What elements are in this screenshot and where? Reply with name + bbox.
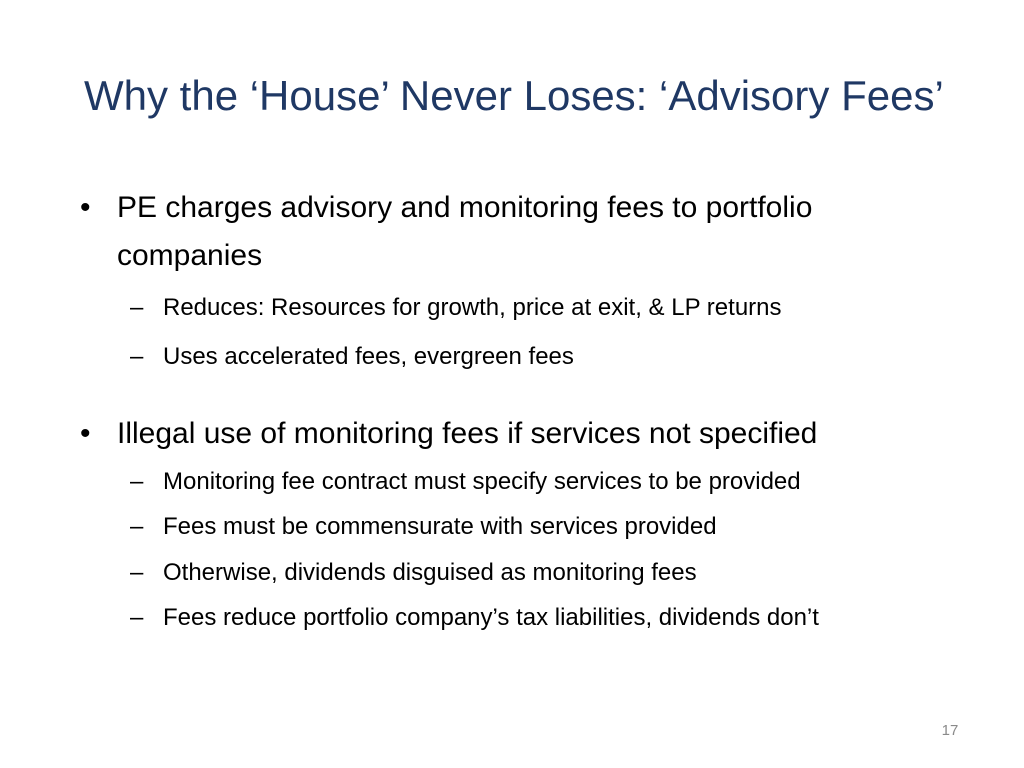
sub-bullet-marker: – (130, 513, 144, 540)
sub-bullet-text: Otherwise, dividends disguised as monitoring fees (163, 559, 697, 586)
sub-bullet-text: Uses accelerated fees, evergreen fees (163, 343, 574, 370)
page-number: 17 (941, 722, 959, 739)
bullet-text: PE charges advisory and monitoring fees to portfolio companies (117, 191, 813, 272)
sub-bullet-marker: – (130, 468, 144, 495)
sub-bullet-text: Fees must be commensurate with services provided (163, 513, 717, 540)
slide-title: Why the ‘House’ Never Loses: ‘Advisory Fees’ (84, 72, 944, 119)
bullet-marker: • (80, 417, 91, 450)
sub-bullet-text: Fees reduce portfolio company’s tax liabilities, dividends don’t (163, 604, 819, 631)
sub-bullet-marker: – (130, 559, 144, 586)
bullet-marker: • (80, 191, 91, 224)
sub-bullet-text: Reduces: Resources for growth, price at exit, & LP returns (163, 294, 782, 321)
sub-bullet-marker: – (130, 294, 144, 321)
sub-bullet-marker: – (130, 604, 144, 631)
sub-bullet-marker: – (130, 343, 144, 370)
bullet-text: Illegal use of monitoring fees if services not specified (117, 417, 818, 450)
sub-bullet-text: Monitoring fee contract must specify services to be provided (163, 468, 801, 495)
